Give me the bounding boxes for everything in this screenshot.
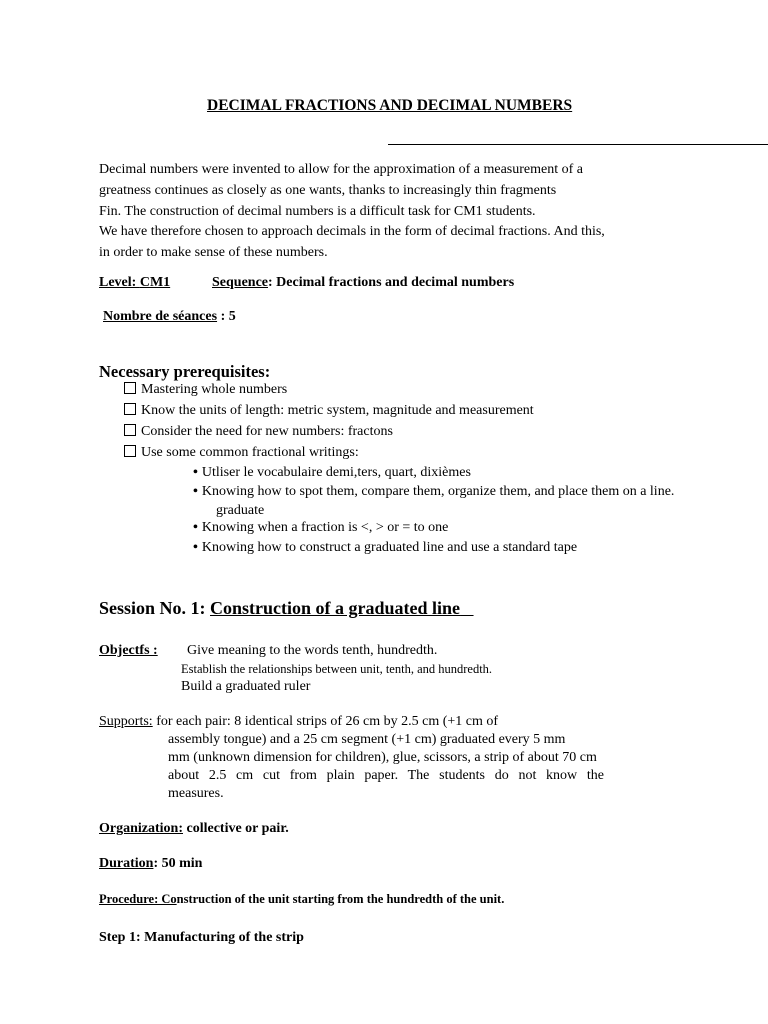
supports-label: Supports: [99,714,153,729]
checkbox-icon [124,445,136,457]
objective-item: Build a graduated ruler [181,679,311,694]
objective-item: Give meaning to the words tenth, hundredth. [187,643,438,658]
prerequisites-heading: Necessary prerequisites: [99,362,271,381]
intro-line: Fin. The construction of decimal numbers is a difficult task for CM1 students. [99,204,536,219]
sessions-count-value: : 5 [217,309,236,324]
prerequisite-item: Use some common fractional writings: [124,445,359,461]
document-title: DECIMAL FRACTIONS AND DECIMAL NUMBERS [207,97,573,114]
level-line [99,275,170,291]
objective-item: Establish the relationships between unit, tenth, and hundredth. [181,662,493,676]
supports-line: mm (unknown dimension for children), glue, scissors, a strip of about 70 cm [168,750,597,765]
sessions-count [103,309,236,325]
level-value: CM1 [139,275,171,290]
prerequisite-item: Know the units of length: metric system, magnitude and measurement [124,403,534,419]
prerequisite-subitem: • Knowing how to construct a graduated line and use a standard tape [193,540,578,555]
organization-line: Organization: collective or pair. [99,821,289,836]
session-title: Construction of a graduated line [210,598,461,618]
horizontal-rule [388,144,768,145]
supports-line: measures. [168,786,224,801]
prerequisite-subitem: • Knowing when a fraction is <, > or = to one [193,520,449,535]
objectives-label: Objectfs : [99,643,158,658]
sessions-count-label: Nombre de séances [103,309,218,324]
procedure-line: Procedure: Construction of the unit starting from the hundredth of the unit. [99,892,505,906]
duration-line: Duration: 50 min [99,856,203,871]
prerequisite-subitem: • Utliser le vocabulaire demi,ters, quart, dixièmes [193,465,471,480]
checkbox-icon [124,382,136,394]
intro-line: greatness continues as closely as one wants, thanks to increasingly thin fragments [99,183,557,198]
prerequisite-subitem: • Knowing how to spot them, compare them, organize them, and place them on a line. [193,484,675,499]
session-prefix: Session No. 1: [99,598,211,618]
prerequisite-item: Consider the need for new numbers: fractons [124,424,393,440]
sequence-label: Sequence [212,275,268,290]
checkbox-icon [124,403,136,415]
intro-line: We have therefore chosen to approach decimals in the form of decimal fractions. And this, [99,224,605,239]
supports-line: Supports: for each pair: 8 identical strips of 26 cm by 2.5 cm (+1 cm of [99,714,499,729]
intro-line: Decimal numbers were invented to allow for the approximation of a measurement of a [99,162,583,177]
prerequisite-item: Mastering whole numbers [124,382,287,398]
supports-line: assembly tongue) and a 25 cm segment (+1 cm) graduated every 5 mm [168,732,566,747]
supports-line: about 2.5 cm cut from plain paper. The students do not know the [168,768,604,783]
sequence-line [212,275,514,291]
prerequisite-subitem-continuation: graduate [216,503,265,518]
intro-line: in order to make sense of these numbers. [99,245,328,260]
sequence-value: : Decimal fractions and decimal numbers [268,275,515,290]
level-label: Level: [99,275,140,290]
step-heading: Step 1: Manufacturing of the strip [99,930,304,945]
session-heading [99,598,474,619]
checkbox-icon [124,424,136,436]
